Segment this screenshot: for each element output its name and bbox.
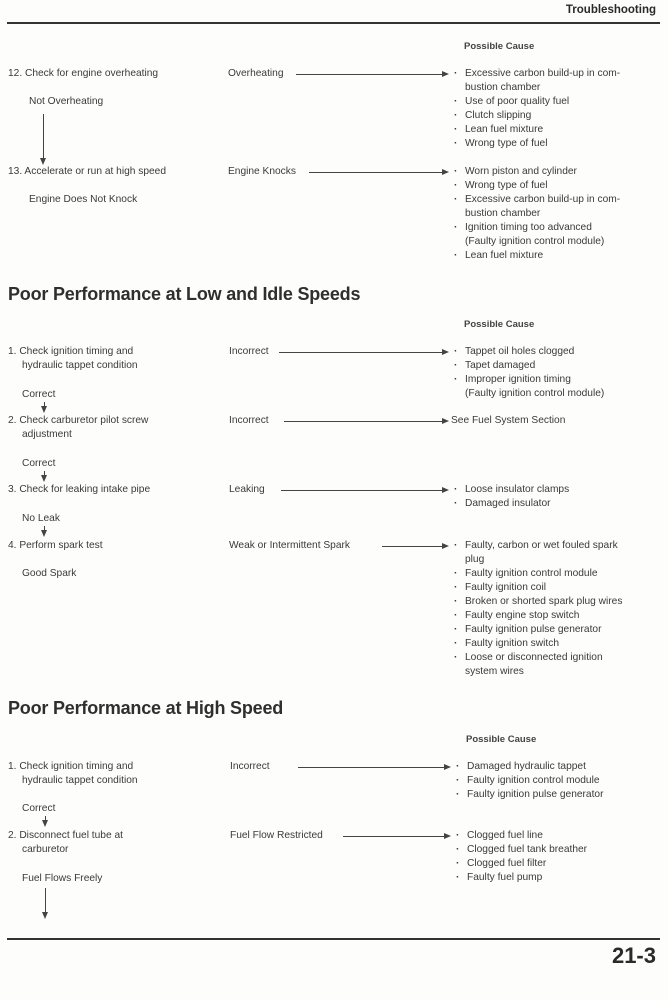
step-1-label-cont: hydraulic tappet condition bbox=[22, 360, 138, 371]
arrow-line bbox=[343, 836, 444, 837]
step-13-result: Engine Knocks bbox=[228, 166, 296, 177]
cause-item-cont: bustion chamber bbox=[465, 208, 541, 219]
cause-item: · Improper ignition timing bbox=[454, 373, 604, 387]
cause-item-cont: plug bbox=[465, 554, 485, 565]
cause-item-cont: bustion chamber bbox=[465, 82, 541, 93]
cause-item: · Ignition timing too advanced bbox=[454, 221, 620, 235]
cause-item-cont: (Faulty ignition control module) bbox=[465, 236, 605, 247]
cause-item: · Wrong type of fuel bbox=[454, 137, 620, 151]
hs-step-1-next: Correct bbox=[22, 803, 56, 814]
cause-item: · Faulty engine stop switch bbox=[454, 609, 622, 623]
step-2-label: 2. Check carburetor pilot screw bbox=[8, 415, 149, 426]
cause-item: · Damaged insulator bbox=[454, 497, 569, 511]
arrow-down-icon bbox=[41, 530, 47, 537]
hs-step-1-result: Incorrect bbox=[230, 761, 270, 772]
arrow-right-icon bbox=[442, 71, 449, 77]
cause-list bbox=[456, 760, 603, 802]
arrow-line bbox=[309, 172, 442, 173]
cause-item: · Clogged fuel tank breather bbox=[456, 843, 587, 857]
arrow-right-icon bbox=[444, 833, 451, 839]
step-1-label: 1. Check ignition timing and bbox=[8, 346, 134, 357]
arrow-right-icon bbox=[444, 764, 451, 770]
cause-item: · Loose or disconnected ignition bbox=[454, 651, 622, 665]
step-3-next: No Leak bbox=[22, 513, 60, 524]
arrow-right-icon bbox=[442, 487, 449, 493]
cause-item: · Lean fuel mixture bbox=[454, 123, 620, 137]
step-3-label: 3. Check for leaking intake pipe bbox=[8, 484, 151, 495]
flow-line bbox=[43, 114, 44, 158]
step-12-next: Not Overheating bbox=[29, 96, 104, 107]
cause-list bbox=[454, 67, 620, 151]
arrow-line bbox=[284, 421, 442, 422]
cause-item: · Loose insulator clamps bbox=[454, 483, 569, 497]
step-4-label: 4. Perform spark test bbox=[8, 540, 103, 551]
arrow-line bbox=[382, 546, 442, 547]
arrow-down-icon bbox=[42, 820, 48, 827]
page-header-title: Troubleshooting bbox=[565, 4, 656, 16]
arrow-down-icon bbox=[41, 475, 47, 482]
cause-item: · Clutch slipping bbox=[454, 109, 620, 123]
possible-cause-heading: Possible Cause bbox=[464, 41, 535, 52]
footer-rule bbox=[7, 938, 660, 940]
cause-item: · Wrong type of fuel bbox=[454, 179, 620, 193]
hs-step-2-next: Fuel Flows Freely bbox=[22, 873, 103, 884]
flow-line bbox=[45, 888, 46, 912]
arrow-right-icon bbox=[442, 349, 449, 355]
arrow-right-icon bbox=[442, 543, 449, 549]
step-4-result: Weak or Intermittent Spark bbox=[229, 540, 350, 551]
step-12-label: 12. Check for engine overheating bbox=[8, 68, 159, 79]
cause-item: · Faulty, carbon or wet fouled spark bbox=[454, 539, 622, 553]
cause-item: · Faulty ignition pulse generator bbox=[454, 623, 622, 637]
cause-item: · Excessive carbon build-up in com- bbox=[454, 67, 620, 81]
arrow-line bbox=[281, 490, 442, 491]
cause-item: · Damaged hydraulic tappet bbox=[456, 760, 603, 774]
cause-item: · Faulty fuel pump bbox=[456, 871, 587, 885]
cause-list bbox=[454, 345, 604, 401]
cause-item: · Faulty ignition control module bbox=[454, 567, 622, 581]
possible-cause-heading: Possible Cause bbox=[466, 734, 537, 745]
step-4-next: Good Spark bbox=[22, 568, 77, 579]
step-13-next: Engine Does Not Knock bbox=[29, 194, 138, 205]
step-12-result: Overheating bbox=[228, 68, 284, 79]
arrow-line bbox=[279, 352, 442, 353]
cause-item: · Faulty ignition switch bbox=[454, 637, 622, 651]
hs-step-1-label: 1. Check ignition timing and bbox=[8, 761, 134, 772]
hs-step-2-label-cont: carburetor bbox=[22, 844, 69, 855]
cause-list bbox=[454, 165, 620, 263]
cause-item: · Clogged fuel filter bbox=[456, 857, 587, 871]
cause-item: · Worn piston and cylinder bbox=[454, 165, 620, 179]
cause-item: · Faulty ignition control module bbox=[456, 774, 603, 788]
see-fuel-system-section: See Fuel System Section bbox=[451, 415, 566, 426]
step-13-label: 13. Accelerate or run at high speed bbox=[8, 166, 167, 177]
page-number: 21-3 bbox=[611, 943, 656, 968]
cause-item: · Tapet damaged bbox=[454, 359, 604, 373]
step-3-result: Leaking bbox=[229, 484, 265, 495]
cause-item: · Tappet oil holes clogged bbox=[454, 345, 604, 359]
arrow-right-icon bbox=[442, 169, 449, 175]
cause-item: · Clogged fuel line bbox=[456, 829, 587, 843]
arrow-line bbox=[298, 767, 444, 768]
cause-item: · Faulty ignition pulse generator bbox=[456, 788, 603, 802]
cause-item: · Lean fuel mixture bbox=[454, 249, 620, 263]
arrow-down-icon bbox=[41, 406, 47, 413]
step-1-result: Incorrect bbox=[229, 346, 269, 357]
step-2-label-cont: adjustment bbox=[22, 429, 72, 440]
cause-item-cont: system wires bbox=[465, 666, 524, 677]
arrow-right-icon bbox=[442, 418, 449, 424]
cause-item: · Faulty ignition coil bbox=[454, 581, 622, 595]
arrow-down-icon bbox=[42, 912, 48, 919]
cause-list bbox=[456, 829, 587, 885]
hs-step-2-label: 2. Disconnect fuel tube at bbox=[8, 830, 123, 841]
arrow-down-icon bbox=[40, 158, 46, 165]
hs-step-1-label-cont: hydraulic tappet condition bbox=[22, 775, 138, 786]
step-2-next: Correct bbox=[22, 458, 56, 469]
step-2-result: Incorrect bbox=[229, 415, 269, 426]
section-title-low-idle: Poor Performance at Low and Idle Speeds bbox=[8, 284, 361, 304]
cause-item: · Excessive carbon build-up in com- bbox=[454, 193, 620, 207]
cause-list bbox=[454, 539, 622, 679]
arrow-line bbox=[296, 74, 442, 75]
header-rule bbox=[7, 22, 660, 24]
cause-list bbox=[454, 483, 569, 511]
hs-step-2-result: Fuel Flow Restricted bbox=[230, 830, 323, 841]
cause-item-cont: (Faulty ignition control module) bbox=[465, 388, 605, 399]
section-title-high-speed: Poor Performance at High Speed bbox=[8, 698, 284, 718]
cause-item: · Use of poor quality fuel bbox=[454, 95, 620, 109]
step-1-next: Correct bbox=[22, 389, 56, 400]
cause-item: · Broken or shorted spark plug wires bbox=[454, 595, 622, 609]
possible-cause-heading: Possible Cause bbox=[464, 319, 535, 330]
